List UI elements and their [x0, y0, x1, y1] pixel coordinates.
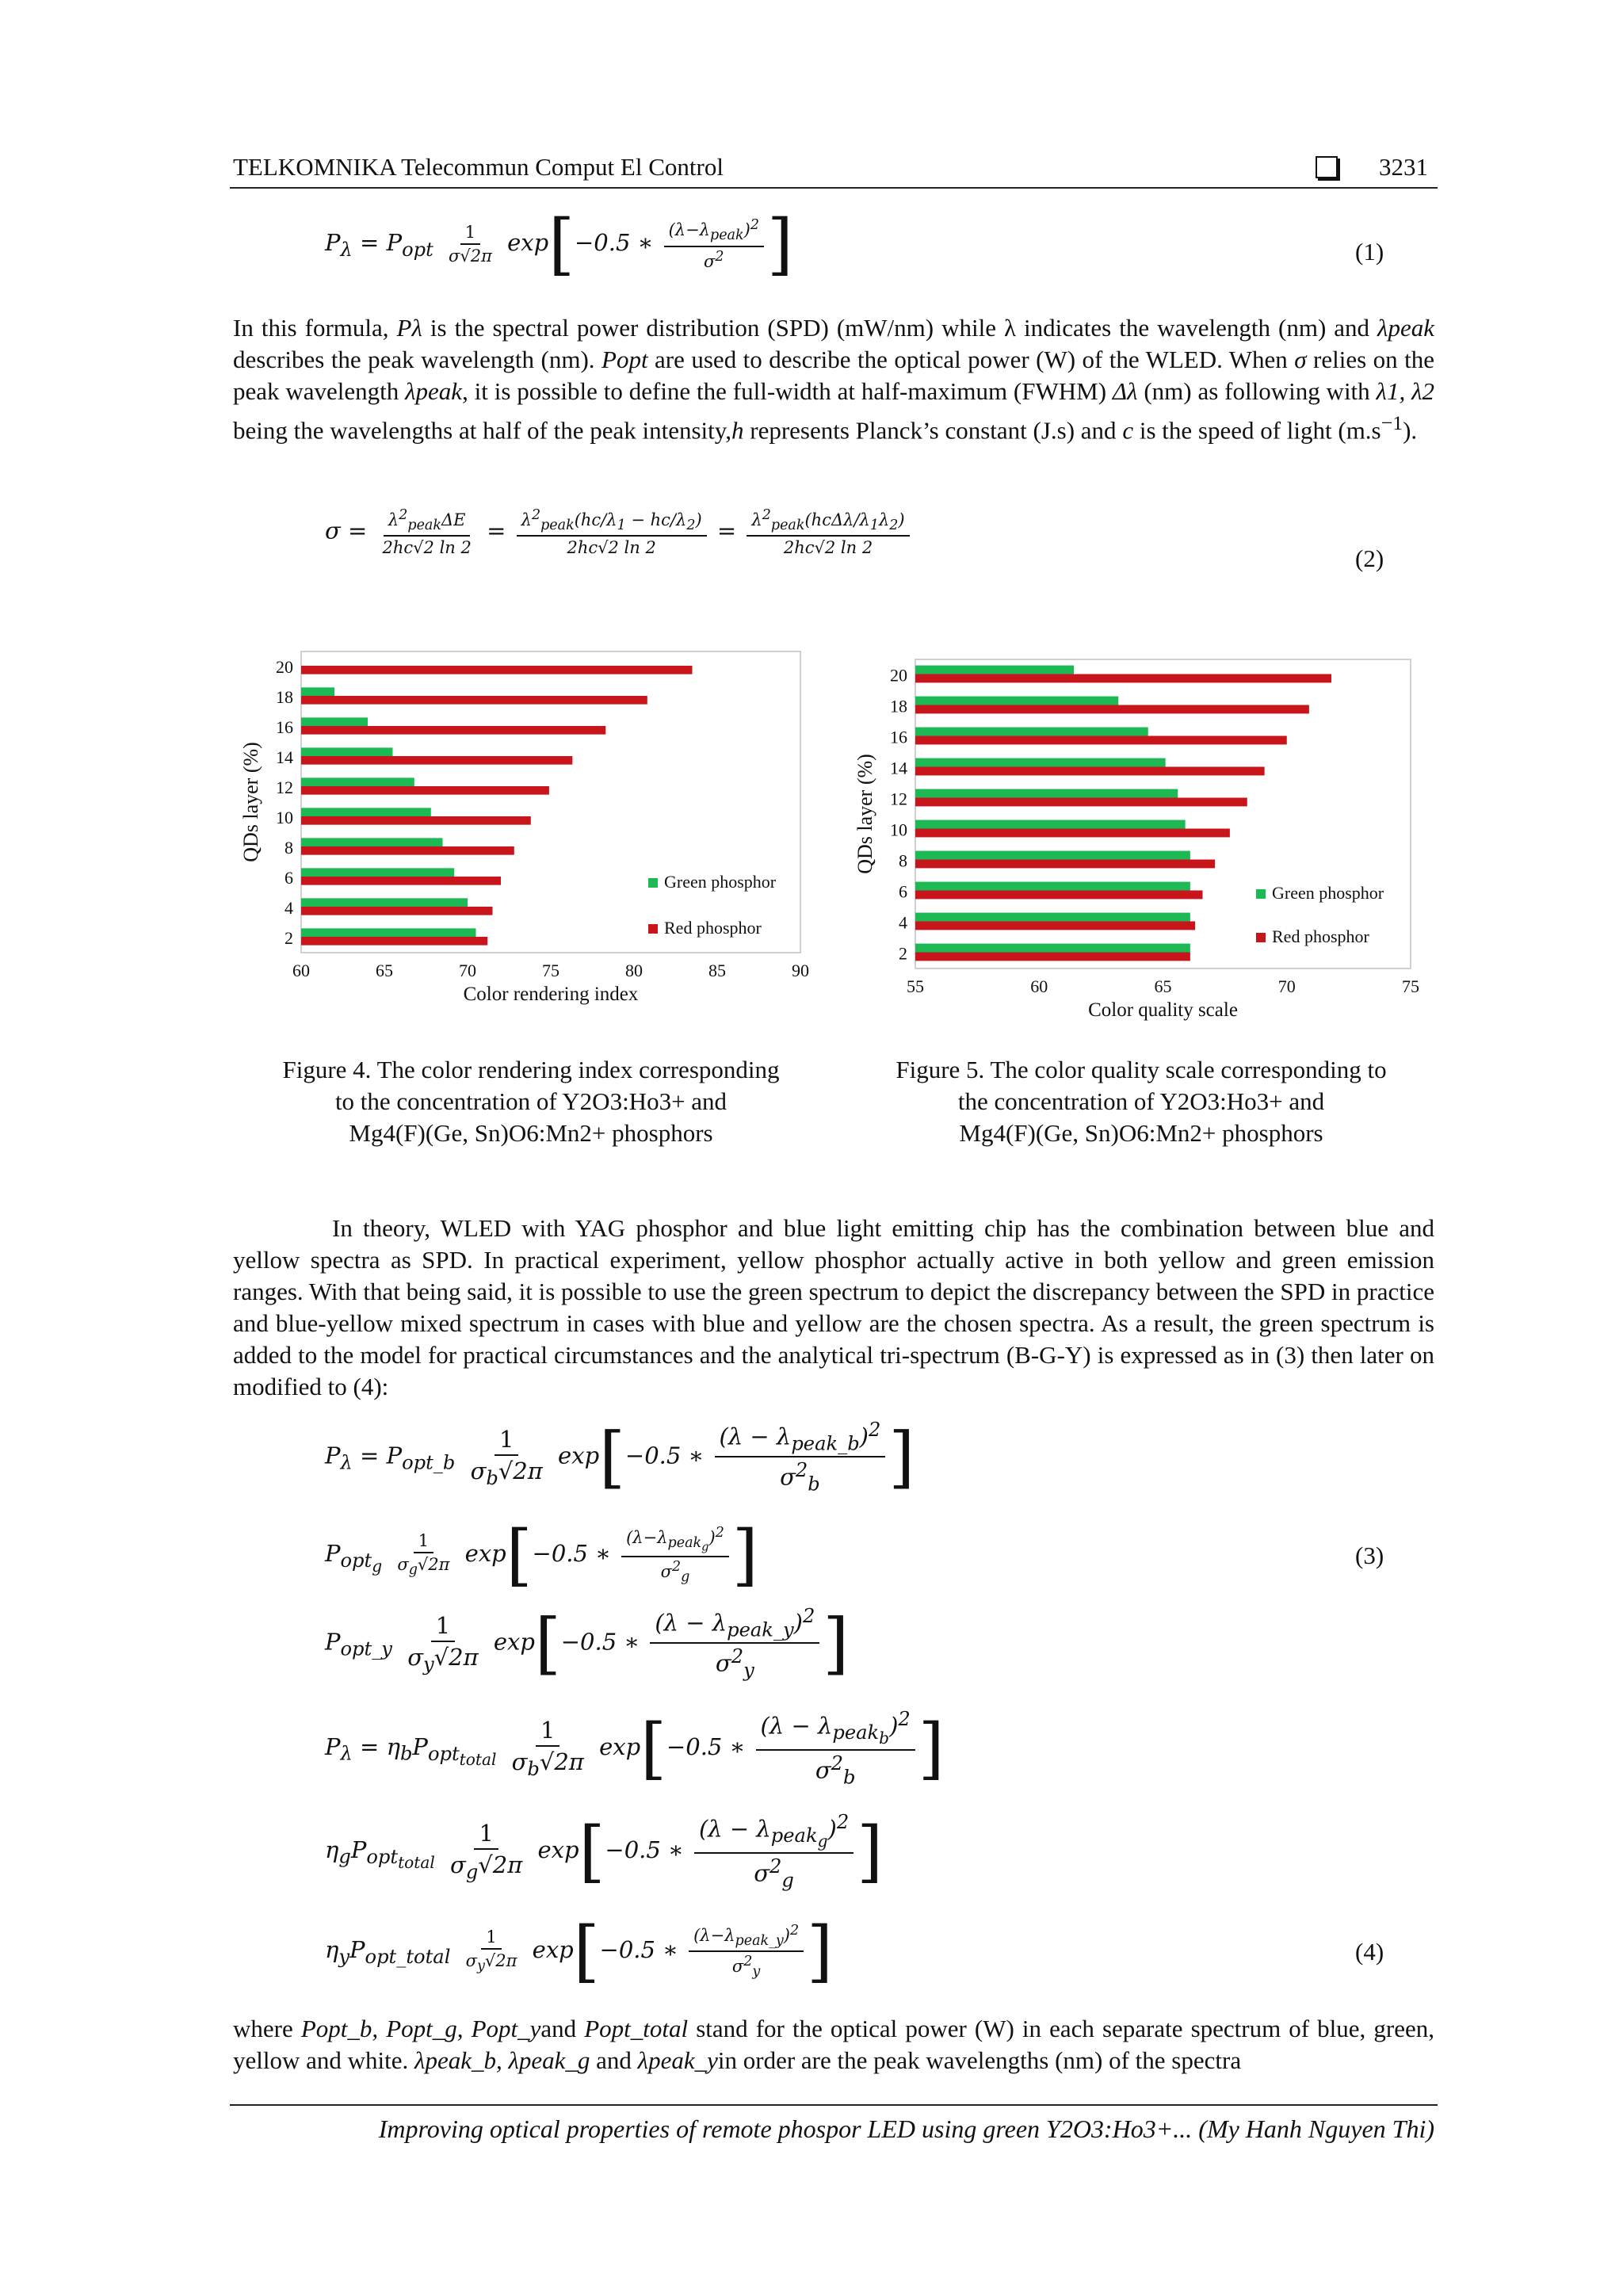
- green-bar: [915, 789, 1178, 798]
- y-tick-label: 14: [276, 747, 293, 767]
- red-bar: [301, 696, 647, 705]
- green-bar: [301, 777, 414, 786]
- red-bar: [301, 786, 549, 795]
- figure-5-caption-line-2: the concentration of Y2O3:Ho3+ and: [957, 1087, 1325, 1115]
- y-tick-label: 6: [899, 881, 907, 902]
- equation-4c: $\eta_yP_{opt\_total}$ $\frac{1}{\sigma_y√2\pi}$ exp[−0.5 ∗ $\frac{(\lambda-\lambda_{peak\_y})^2}{\sigma^2_y}$ ]: [325, 1912, 833, 1990]
- x-tick-label: 90: [792, 961, 809, 980]
- x-tick-label: 55: [907, 976, 924, 996]
- y-tick-label: 2: [899, 943, 907, 964]
- figure-4-caption: [238, 1054, 824, 1149]
- y-axis-label: QDs layer (%): [239, 742, 262, 862]
- header-rule: [230, 187, 1438, 189]
- red-bar: [301, 907, 493, 915]
- equation-3b: $P_{opt_g}$ $\frac{1}{\sigma_g√2\pi}$ exp[−0.5 ∗ $\frac{(\lambda-\lambda_{peak_g})^2}{\sigma^2_g}$ ]: [325, 1516, 758, 1594]
- checkbox-icon: [1316, 156, 1338, 178]
- y-tick-label: 20: [890, 665, 907, 686]
- figure-5-caption: [848, 1054, 1434, 1149]
- legend-swatch: [648, 924, 658, 934]
- x-tick-label: 75: [1402, 976, 1419, 996]
- y-tick-label: 18: [276, 687, 293, 707]
- red-bar: [301, 666, 693, 674]
- figure-4-caption-line-3: Mg4(F)(Ge, Sn)O6:Mn2+ phosphors: [349, 1119, 713, 1147]
- y-tick-label: 12: [276, 777, 293, 797]
- x-tick-label: 60: [1030, 976, 1048, 996]
- red-bar: [301, 726, 605, 735]
- red-bar: [301, 877, 501, 885]
- paragraph-3: where Popt_b, Popt_g, Popt_yand Popt_total stand for the optical power (W) in each separate spectrum of blue, green, yellow and white. λpeak_b, λpeak_g and λpeak_yin order are the peak wavelengths (nm) of the spectra: [233, 2015, 1434, 2074]
- legend-swatch: [1256, 933, 1266, 942]
- green-bar: [915, 697, 1118, 705]
- green-bar: [915, 882, 1190, 891]
- green-bar: [915, 758, 1166, 767]
- figure-4-caption-line-2: to the concentration of Y2O3:Ho3+ and: [334, 1087, 727, 1115]
- x-axis-label: Color rendering index: [463, 984, 639, 1005]
- equation-4b: $\eta_gP_{opt_{total}}$ $\frac{1}{\sigma_g√2\pi}$ exp[−0.5 ∗ $\frac{(\lambda - \lambda_{peak_g})^2}{\sigma^2_g}$ ]: [325, 1811, 883, 1892]
- y-tick-label: 6: [285, 868, 293, 888]
- equation-3-number: (3): [1355, 1541, 1384, 1569]
- running-footer: Improving optical properties of remote phospor LED using green Y2O3:Ho3+... (My Hanh Nguyen Thi): [378, 2115, 1434, 2143]
- red-bar: [301, 816, 531, 825]
- equation-4-number: (4): [1355, 1938, 1384, 1966]
- y-tick-label: 4: [285, 898, 293, 918]
- legend-label: Green phosphor: [664, 872, 777, 892]
- legend-swatch: [648, 878, 658, 888]
- green-bar: [301, 928, 476, 937]
- red-bar: [915, 953, 1190, 961]
- x-tick-label: 80: [625, 961, 643, 980]
- green-bar: [915, 944, 1190, 953]
- y-tick-label: 2: [285, 928, 293, 948]
- y-tick-label: 20: [276, 657, 293, 677]
- equation-2: σ = $\frac{\lambda^2_{peak}\Delta E}{2hc√2 \ln 2}$ = $\frac{\lambda^2_{peak}(hc/\lambda_1 - hc/\lambda_2)}{2hc√2 \ln 2}$ = $\frac{\lambda^2_{peak}(hc\Delta\lambda/\lambda_1\lambda_2)}{2hc√2 \ln 2}$: [325, 507, 913, 557]
- green-bar: [301, 838, 443, 846]
- x-tick-label: 65: [1154, 976, 1172, 996]
- legend-label: Red phosphor: [1272, 926, 1369, 946]
- x-axis-label: Color quality scale: [1088, 999, 1238, 1021]
- x-tick-label: 75: [542, 961, 559, 980]
- x-tick-label: 70: [459, 961, 476, 980]
- red-bar: [915, 705, 1309, 714]
- figure-4-caption-line-1: Figure 4. The color rendering index corresponding: [282, 1056, 780, 1083]
- red-bar: [915, 891, 1203, 900]
- page-number: 3231: [1379, 153, 1428, 181]
- y-tick-label: 10: [890, 819, 907, 840]
- green-bar: [915, 666, 1074, 674]
- legend-label: Red phosphor: [664, 918, 762, 938]
- red-bar: [915, 922, 1195, 930]
- equation-1: $P_\lambda = P_{opt}$ $\frac{1}{\sigma√2\pi}$ exp[−0.5 ∗ $\frac{(\lambda-\lambda_{peak})^2}{\sigma^2}$ ]: [325, 205, 793, 283]
- running-header: TELKOMNIKA Telecommun Comput El Control: [233, 153, 724, 181]
- paragraph-1: In this formula, Pλ is the spectral power distribution (SPD) (mW/nm) while λ indicates the wavelength (nm) and λpeak describes the peak wavelength (nm). Popt are used to describe the optical power (W) of the WLED. When σ relies on the peak wavelength λpeak, it is possible to define the full-width at half-maximum (FWHM) Δλ (nm) as following with λ1, λ2 being the wavelengths at half of the peak intensity,h represents Planck’s constant (J.s) and c is the speed of light $(m.s^{-1})$.: [233, 314, 1434, 445]
- red-bar: [915, 736, 1287, 745]
- footer-rule: [230, 2104, 1438, 2106]
- x-tick-label: 60: [292, 961, 310, 980]
- y-tick-label: 12: [890, 789, 907, 809]
- y-tick-label: 16: [890, 727, 907, 747]
- y-axis-label: QDs layer (%): [854, 754, 876, 874]
- red-bar: [915, 767, 1265, 776]
- y-tick-label: 10: [276, 808, 293, 827]
- green-bar: [915, 913, 1190, 922]
- red-bar: [915, 674, 1331, 683]
- legend-swatch: [1256, 889, 1266, 899]
- equation-1-number: (1): [1355, 238, 1384, 266]
- green-bar: [301, 898, 468, 907]
- equation-3c: $P_{opt\_y}$ $\frac{1}{\sigma_y√2\pi}$ exp[−0.5 ∗ $\frac{(\lambda - \lambda_{peak\_y})^2}{\sigma^2_y}$ ]: [325, 1604, 850, 1683]
- equation-4a: $P_\lambda = \eta_bP_{opt_{total}}$ $\frac{1}{\sigma_b√2\pi}$ exp[−0.5 ∗ $\frac{(\lambda - \lambda_{peak_b})^2}{\sigma^2_b}$ ]: [325, 1708, 945, 1789]
- equation-2-number: (2): [1355, 544, 1384, 572]
- red-bar: [915, 860, 1215, 869]
- figure-4-chart: [230, 634, 832, 1022]
- y-tick-label: 4: [899, 912, 907, 933]
- green-bar: [301, 687, 334, 696]
- legend-label: Green phosphor: [1272, 883, 1384, 903]
- figure-5-caption-line-1: Figure 5. The color quality scale corresponding to: [896, 1056, 1387, 1083]
- green-bar: [301, 747, 393, 756]
- y-tick-label: 16: [276, 717, 293, 737]
- red-bar: [915, 798, 1247, 807]
- red-bar: [915, 829, 1230, 838]
- green-bar: [915, 728, 1148, 736]
- x-tick-label: 70: [1277, 976, 1296, 996]
- paragraph-2: In theory, WLED with YAG phosphor and blue light emitting chip has the combination between blue and yellow spectra as SPD. In practical experiment, yellow phosphor actually active in both yellow and green emission ranges. With that being said, it is possible to use the green spectrum to depict the discrepancy between the SPD in practice and blue-yellow mixed spectrum in cases with blue and yellow are the chosen spectra. As a result, the green spectrum is added to the model for practical circumstances and the analytical tri-spectrum (B-G-Y) is expressed as in (3) then later on modified to (4):: [233, 1214, 1434, 1400]
- y-tick-label: 8: [899, 850, 907, 871]
- x-tick-label: 85: [708, 961, 726, 980]
- figure-5-chart: [836, 644, 1426, 1024]
- equation-3a: $P_\lambda = P_{opt\_b}$ $\frac{1}{\sigma_b√2\pi}$ exp[−0.5 ∗ $\frac{(\lambda - \lambda_{peak\_b})^2}{\sigma^2_b}$ ]: [325, 1418, 915, 1496]
- figure-5-caption-line-3: Mg4(F)(Ge, Sn)O6:Mn2+ phosphors: [959, 1119, 1323, 1147]
- red-bar: [301, 937, 487, 946]
- green-bar: [301, 868, 454, 877]
- y-tick-label: 8: [285, 838, 293, 858]
- green-bar: [301, 808, 431, 816]
- y-tick-label: 18: [890, 696, 907, 716]
- red-bar: [301, 756, 572, 765]
- x-tick-label: 65: [376, 961, 393, 980]
- y-tick-label: 14: [890, 758, 907, 778]
- green-bar: [301, 717, 368, 726]
- red-bar: [301, 846, 514, 855]
- green-bar: [915, 851, 1190, 860]
- green-bar: [915, 820, 1186, 829]
